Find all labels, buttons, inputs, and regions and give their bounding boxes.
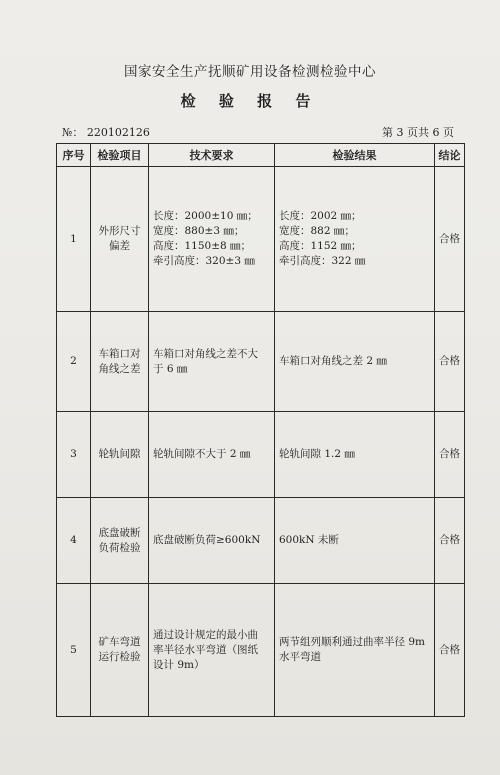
technical-requirement-line: 通过设计规定的最小曲 [153,628,258,641]
row-number: 4 [57,498,91,584]
inspection-item [91,312,149,412]
technical-requirement [149,412,275,498]
technical-requirement-line: 牵引高度：320±3 ㎜ [153,255,255,267]
conclusion: 合格 [435,412,465,498]
technical-requirement-line: 车箱口对角线之差不大 [153,347,258,360]
inspection-result-line: 长度：2002 ㎜； [279,210,362,222]
inspection-result-line: 两节组列顺利通过曲率半径 9m [279,636,425,648]
inspection-result-line: 高度：1152 ㎜； [279,240,362,252]
inspection-result-line: 水平弯道 [279,651,321,663]
report-number-label: №： [62,126,84,139]
report-number-value: 220102126 [86,126,150,139]
table-row [57,498,465,584]
column-header-requirement: 技术要求 [149,144,275,167]
inspection-item-line: 偏差 [109,240,130,252]
inspection-result-line: 600kN 未断 [279,534,339,546]
technical-requirement [149,312,275,412]
inspection-item-line: 外形尺寸 [98,225,141,237]
inspection-item [91,584,149,717]
inspection-result [275,498,435,584]
column-header-conclusion: 结论 [435,144,465,167]
row-number: 5 [57,584,91,717]
conclusion: 合格 [435,584,465,717]
inspection-item [91,167,149,312]
inspection-item-line: 车箱口对 [98,347,141,360]
inspection-result-line: 车箱口对角线之差 2 ㎜ [279,355,387,367]
inspection-result-line: 轮轨间隙 1.2 ㎜ [279,448,355,460]
inspection-result-line: 宽度：882 ㎜； [279,225,355,237]
inspection-item-line: 矿车弯道 [98,636,141,648]
inspection-result [275,412,435,498]
row-number: 2 [57,312,91,412]
inspection-item-line: 底盘破断 [98,526,141,539]
inspection-item-line: 负荷检验 [98,541,141,554]
inspection-result [275,584,435,717]
column-header-item: 检验项目 [91,144,149,167]
row-number: 1 [57,167,91,312]
technical-requirement-line: 设计 9m） [153,658,205,671]
technical-requirement-line: 轮轨间隙不大于 2 ㎜ [153,448,251,460]
inspection-result-line: 牵引高度：322 ㎜ [279,255,366,267]
technical-requirement-line: 于 6 ㎜ [153,362,188,375]
inspection-item [91,412,149,498]
technical-requirement [149,167,275,312]
inspection-result [275,167,435,312]
technical-requirement-line: 率半径水平弯道（图纸 [153,643,258,656]
organization-name: 国家安全生产抚顺矿用设备检测检验中心 [124,64,376,80]
conclusion: 合格 [435,167,465,312]
inspection-table [56,143,465,717]
technical-requirement [149,584,275,717]
page-indicator: 第 3 页共 6 页 [382,126,454,139]
inspection-result [275,312,435,412]
technical-requirement [149,498,275,584]
technical-requirement-line: 长度：2000±10 ㎜； [153,210,258,222]
inspection-item-line: 角线之差 [98,362,141,375]
inspection-item-line: 轮轨间隙 [98,448,141,460]
column-header-no: 序号 [57,144,91,167]
inspection-item-line: 运行检验 [98,651,141,663]
table-row [57,167,465,312]
technical-requirement-line: 宽度：880±3 ㎜； [153,225,245,237]
table-row [57,312,465,412]
row-number: 3 [57,412,91,498]
report-number [62,124,150,140]
conclusion: 合格 [435,498,465,584]
table-header-row [57,144,465,167]
table-row [57,412,465,498]
conclusion: 合格 [435,312,465,412]
technical-requirement-line: 底盘破断负荷≥600kN [153,534,261,546]
table-row [57,584,465,717]
report-title: 检 验 报 告 [180,92,320,110]
column-header-result: 检验结果 [275,144,435,167]
technical-requirement-line: 高度：1150±8 ㎜； [153,240,252,252]
inspection-item [91,498,149,584]
